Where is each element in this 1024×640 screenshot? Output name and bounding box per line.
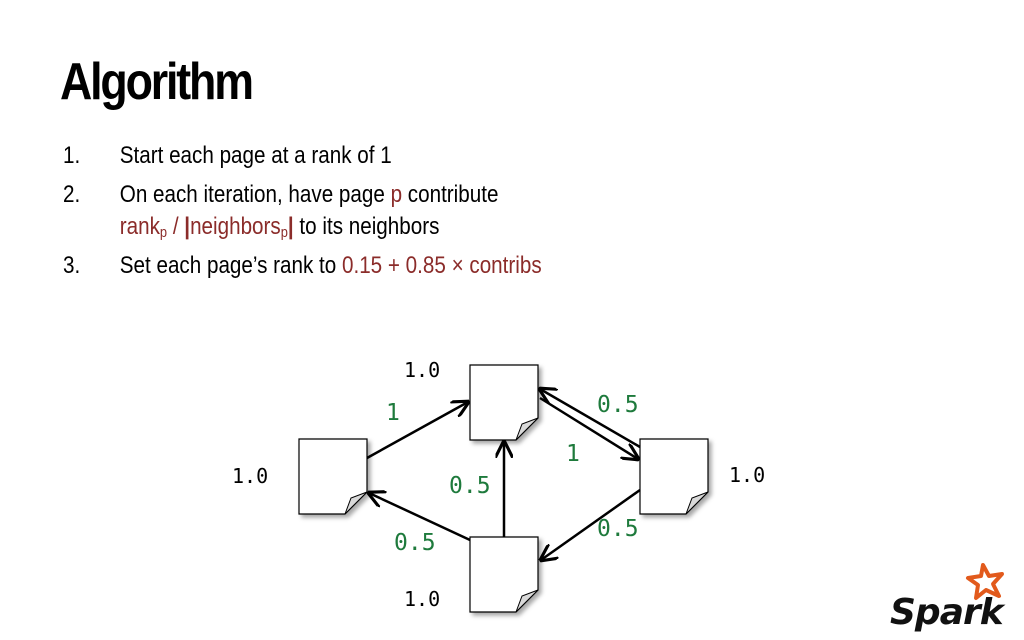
edge-left-to-top xyxy=(367,402,468,458)
rank-label-right: 1.0 xyxy=(729,463,766,487)
abs-bar-open: | xyxy=(184,213,191,240)
rank-formula: 0.15 + 0.85 × contribs xyxy=(341,252,542,279)
edge-label-right-to-top: 0.5 xyxy=(597,392,639,418)
step-text: Set each page’s rank to xyxy=(119,252,342,279)
spark-logo xyxy=(888,562,1020,634)
page-node-right xyxy=(640,439,708,514)
step-number: 1. xyxy=(63,142,81,169)
edge-label-top-to-right: 1 xyxy=(566,441,580,467)
slide-title: Algorithm xyxy=(60,53,252,111)
page-node-left xyxy=(299,439,367,514)
rank-word: rank xyxy=(119,213,160,240)
step-text: to its neighbors xyxy=(293,213,440,240)
edge-label-bottom-to-left: 0.5 xyxy=(394,530,436,556)
rank-label-bottom: 1.0 xyxy=(404,587,441,611)
rank-label-left: 1.0 xyxy=(232,464,269,488)
step-number: 3. xyxy=(63,252,81,279)
page-node-bottom xyxy=(470,537,538,612)
edge-label-bottom-to-top: 0.5 xyxy=(449,473,491,499)
spark-wordmark: Spark xyxy=(890,592,1003,633)
page-node-top xyxy=(470,365,538,440)
rank-subscript: p xyxy=(159,224,168,241)
step-text: Start each page at a rank of 1 xyxy=(119,142,392,169)
step-number: 2. xyxy=(63,181,81,208)
step-text: On each iteration, have page xyxy=(119,181,391,208)
neighbors-subscript: p xyxy=(280,224,288,241)
edge-label-left-to-top: 1 xyxy=(386,400,400,426)
neighbors-word: neighbors xyxy=(190,213,281,240)
edge-label-right-to-bottom: 0.5 xyxy=(597,516,639,542)
divide-symbol: / xyxy=(167,213,185,240)
abs-bar-close: | xyxy=(287,213,294,240)
step-text: contribute xyxy=(402,181,499,208)
page-variable: p xyxy=(390,181,403,208)
rank-label-top: 1.0 xyxy=(404,358,441,382)
